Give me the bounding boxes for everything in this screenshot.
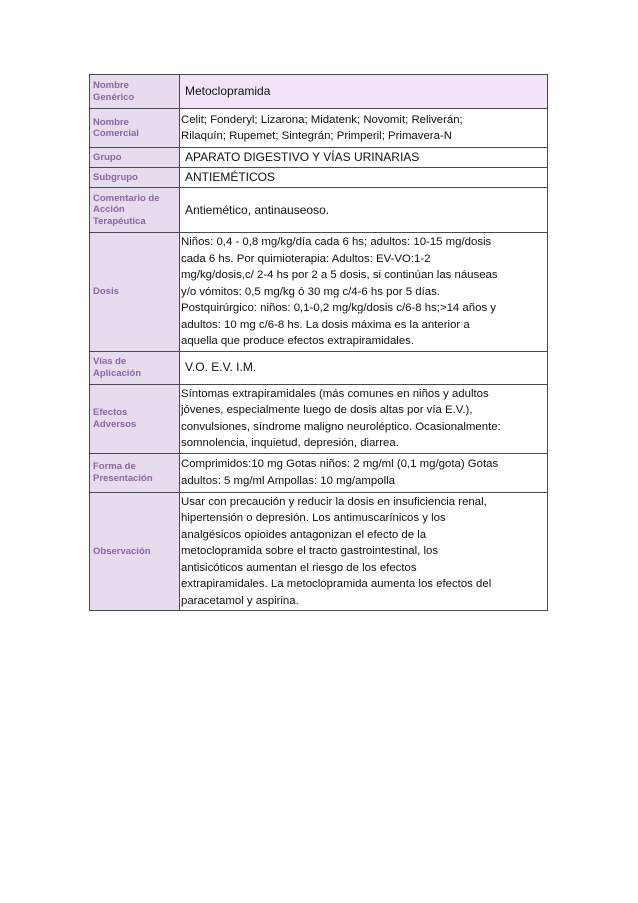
label-nombre-comercial: Nombre Comercial xyxy=(90,109,180,148)
value-observacion: Usar con precaución y reducir la dosis en insuficiencia renal, hipertensión o depresión. Los antimuscarínicos y los analgésicos opioides antagonizan el efecto de la metoclopramida sobre el tracto gastrointestinal, los antisicóticos aumentan el riesgo de los efectos extrapiramidales. La metoclopramida aumenta los efectos del paracetamol y aspirina. xyxy=(180,492,548,611)
row-subgrupo xyxy=(90,168,548,188)
value-comentario-accion: Antiemético, antinauseoso. xyxy=(180,188,548,233)
label-comentario-accion: Comentario de Acción Terapéutica xyxy=(90,188,180,233)
value-nombre-generico: Metoclopramida xyxy=(180,75,548,109)
row-vias-aplicacion xyxy=(90,351,548,384)
value-subgrupo: ANTIEMÉTICOS xyxy=(180,168,548,188)
label-dosis: Dosis xyxy=(90,233,180,352)
label-subgrupo: Subgrupo xyxy=(90,168,180,188)
row-dosis xyxy=(90,233,548,352)
row-observacion xyxy=(90,492,548,611)
row-efectos-adversos xyxy=(90,384,548,453)
label-observacion: Observación xyxy=(90,492,180,611)
value-nombre-comercial: Celit; Fonderyl; Lizarona; Midatenk; Novomit; Reliverán; Rilaquín; Rupemet; Sintegrán; Primperil; Primavera-N xyxy=(180,109,548,148)
label-nombre-generico: Nombre Genérico xyxy=(90,75,180,109)
row-comentario-accion xyxy=(90,188,548,233)
row-grupo xyxy=(90,148,548,168)
label-efectos-adversos: Efectos Adversos xyxy=(90,384,180,453)
value-vias-aplicacion: V.O. E.V. I.M. xyxy=(180,351,548,384)
label-grupo: Grupo xyxy=(90,148,180,168)
row-nombre-comercial xyxy=(90,109,548,148)
value-forma-presentacion: Comprimidos:10 mg Gotas niños: 2 mg/ml (0,1 mg/gota) Gotas adultos: 5 mg/ml Ampollas: 10 mg/ampolla xyxy=(180,453,548,492)
row-forma-presentacion xyxy=(90,453,548,492)
drug-monograph-table xyxy=(89,74,548,611)
value-grupo: APARATO DIGESTIVO Y VÍAS URINARIAS xyxy=(180,148,548,168)
label-vias-aplicacion: Vías de Aplicación xyxy=(90,351,180,384)
value-dosis: Niños: 0,4 - 0,8 mg/kg/día cada 6 hs; adultos: 10-15 mg/dosis cada 6 hs. Por quimioterapia: Adultos: EV-VO:1-2 mg/kg/dosis,c/ 2-4 hs por 2 a 5 dosis, si continúan las náuseas y/o vómitos: 0,5 mg/kg ó 30 mg c/4-6 hs por 5 días. Postquirúrgico: niños: 0,1-0,2 mg/kg/dosis c/6-8 hs;>14 años y adultos: 10 mg c/6-8 hs. La dosis máxima es la anterior a aquella que produce efectos extrapiramidales. xyxy=(180,233,548,352)
row-nombre-generico xyxy=(90,75,548,109)
label-forma-presentacion: Forma de Presentación xyxy=(90,453,180,492)
value-efectos-adversos: Síntomas extrapiramidales (más comunes en niños y adultos jóvenes, especialmente luego de dosis altas por vía E.V.), convulsiones, síndrome maligno neuroléptico. Ocasionalmente: somnolencia, inquietud, depresión, diarrea. xyxy=(180,384,548,453)
